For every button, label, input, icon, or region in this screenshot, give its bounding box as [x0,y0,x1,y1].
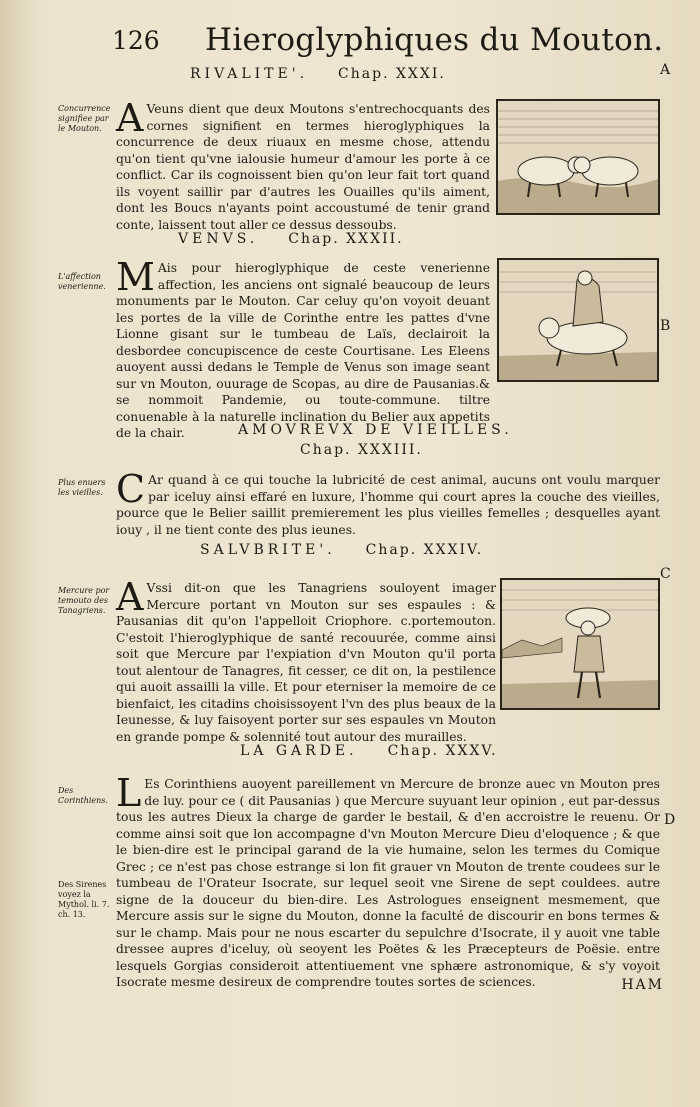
woodcut-rams-fighting [496,99,660,215]
chapter-heading-32 [178,231,404,247]
paragraph-text: Ar quand à ce qui touche la lubricité de cest animal, aucuns ont voulu marquer par iceluy ainsi effaré en luxure, l'homme qui court apres la couche des vieilles, pource que le Belier saillit premierement les plus vieilles femelles ; desquelles ayant iouy , il ne tient conte des plus ieunes. [116,473,660,537]
margin-note: Plus enuers les vieilles. [58,478,106,497]
chapter-number: Chap. XXXI. [338,66,446,82]
mercury-illustration [502,580,658,708]
section-letter-a: A [660,62,671,78]
chapter-number: Chap. XXXII. [288,231,404,247]
margin-note: L'affection venerienne. [58,272,106,291]
chapter-paragraph-34 [116,575,496,745]
chapter-heading-33 [238,422,513,438]
drop-cap: A [116,575,144,619]
chapter-paragraph-33 [116,467,660,538]
woodcut-mercury-criophore [500,578,660,710]
paragraph-text: Vssi dit-on que les Tanagriens souloyent imager Mercure portant vn Mouton sur ses espaules : & Pausanias dit qu'on l'appelloit Criophore. c.portemouton. C'estoit l'hieroglyphique de santé recouurée, comme ainsi soit que Mercure par l'expiation d'vn Mouton qu'il porta tout alentour de Tanagres, fit cesser, ce dit on, la pestilence qui auoit assailli la ville. Et pour eterniser la memoire de ce bienfaict, les citadins choisissoyent l'vn des plus beaux de la Ieunesse, & luy faisoyent porter sur ses espaules vn Mouton en grande pompe & solennité tout autour des murailles. [116,581,496,744]
venus-illustration [499,260,657,380]
chapter-title: LA GARDE. [240,743,358,759]
margin-note: Des Corinthiens. [58,786,108,805]
woodcut-venus-on-ram [497,258,659,382]
drop-cap: A [116,96,144,140]
margin-note: Mercure por temouto des Tanagriens. [58,586,110,615]
drop-cap: L [116,771,142,815]
chapter-paragraph-35 [116,771,660,991]
chapter-paragraph-32 [116,255,490,442]
drop-cap: M [116,255,155,299]
margin-note: Concurrence signifiee par le Mouton. [58,104,111,133]
chapter-paragraph-31 [116,96,490,233]
chapter-title: AMOVREVX DE VIEILLES. [238,422,513,438]
section-letter-b: B [660,318,671,334]
chapter-heading-34 [200,542,483,558]
running-title: Hieroglyphiques du Mouton. [205,22,664,58]
paragraph-text: Veuns dient que deux Moutons s'entrechocquants des cornes signifient en termes hieroglyphiques la concurrence de deux riuaux en mesme chose, attendu qu'on tient qu'vne ialousie humeur d'amour les porte à ce conflict. Car ils cognoissent bien qu'on leur fait tort quand ils voyent saillir par d'autres les Ouailles qu'ils aiment, dont les Boucs n'ayants point accoustumé de tenir grand conte, laissent tout aller ce dessus dessoubs. [116,102,490,232]
margin-note-sirenes: Des Sirenes voyez la Mythol. li. 7. ch. 13. [58,880,110,919]
chapter-heading-31 [190,66,446,82]
chapter-title: SALVBRITE'. [200,542,336,558]
chapter-number: Chap. XXXV. [387,743,498,759]
section-letter-d: D [664,812,676,828]
chapter-number-33: Chap. XXXIII. [300,442,423,458]
catchword: HAM [621,977,664,993]
chapter-title: VENVS. [178,231,259,247]
drop-cap: C [116,467,146,511]
page-number: 126 [112,26,160,55]
chapter-number: Chap. XXXIV. [365,542,484,558]
section-letter-c: C [660,566,671,582]
paragraph-text: Es Corinthiens auoyent pareillement vn Mercure de bronze auec vn Mouton pres de luy. pour ce ( dit Pausanias ) que Mercure suyuant leur opinion , eut par-dessus tous les autres Dieux la charge de garder le bestail, & d'en accroistre le reuenu. Or comme ainsi soit que lon accompagne d'vn Mouton Mercure Dieu d'eloquence ; & que le bien-dire est le principal garand de la vie humaine, selon les termes du Comique Grec ; ce n'est pas chose estrange si lon fit grauer vn Mouton de trente coudees sur le tumbeau de l'Orateur Isocrate, sur lequel seoit vne Sirene de sept couldees. autre signe de la douceur du bien-dire. Les Astrologues enseignent mesmement, que Mercure assis sur le signe du Mouton, donne la faculté de discourir en bons termes & sur le champ. Mais pour ne nous escarter du sepulchre d'Isocrate, il y auoit vne table dressee aupres d'iceluy, où seoyent les Poëtes & les Præcepteurs de Poësie. entre lesquels Gorgias consideroit attentiuement vne sphære astronomique, & s'y voyoit Isocrate mesme desireux de comprendre toutes sortes de sciences. [116,777,660,989]
paragraph-text: Ais pour hieroglyphique de ceste venerienne affection, les anciens ont signalé beaucoup de leurs monuments par le Mouton. Car celuy qu'on voyoit deuant les portes de la ville de Corinthe entre les pattes d'vne Lionne gisant sur le tumbeau de Laïs, declairoit la desbordee concupiscence de ceste Courtisane. Les Eleens auoyent aussi dedans le Temple de Venus son image seant sur vn Mouton, ouurage de Scopas, au dire de Pausanias.& se nommoit Pandemie, ou toute-commune. tiltre conuenable à la naturelle inclination du Belier aux appetits de la chair. [116,261,490,440]
chapter-heading-35 [240,743,498,759]
chapter-title: RIVALITE'. [190,66,309,82]
rams-illustration [498,101,658,213]
